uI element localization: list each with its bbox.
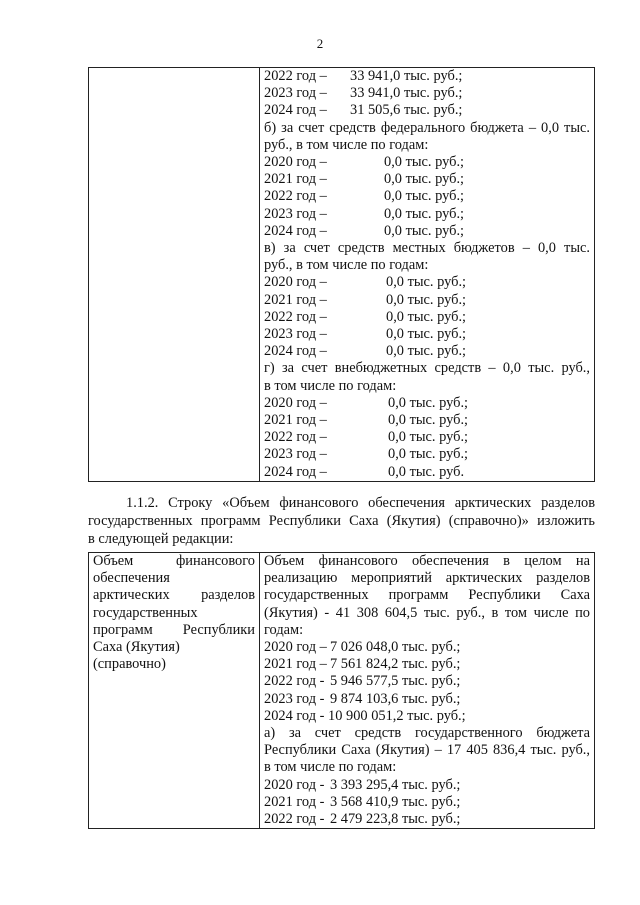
year-line: 2024 год – 0,0 тыс. руб.; xyxy=(264,343,467,360)
label-line: Саха (Якутия) xyxy=(93,639,180,656)
paragraph-line: государственных программ Республики Саха (Якутия) (справочно)» изложить xyxy=(88,513,595,529)
intro-line: Объем финансового обеспечения в целом на xyxy=(264,553,590,569)
year-line: 2021 год - 3 568 410,9 тыс. руб.; xyxy=(264,793,461,810)
intro-line: реализацию мероприятий арктических разделов xyxy=(264,570,590,587)
year-line: 2020 год – 7 026 048,0 тыс. руб.; xyxy=(264,639,461,656)
label-line: программ Республики xyxy=(93,621,255,638)
year-line: 2020 год – 0,0 тыс. руб.; xyxy=(264,154,465,171)
label-line: арктических разделов xyxy=(93,587,255,604)
year-line: 2020 год – 0,0 тыс. руб.; xyxy=(264,274,467,291)
state-budget-years xyxy=(264,777,590,829)
year-line: 2020 год - 3 393 295,4 тыс. руб.; xyxy=(264,776,461,793)
year-line: 2022 год – 33 941,0 тыс. руб.; xyxy=(264,68,463,84)
year-line: 2023 год – 33 941,0 тыс. руб.; xyxy=(264,85,463,102)
year-line: 2021 год – 0,0 тыс. руб.; xyxy=(264,291,467,308)
local-budget-years xyxy=(264,274,590,360)
year-line: 2021 год – 0,0 тыс. руб.; xyxy=(264,171,465,188)
extrabudgetary-heading: г) за счет внебюджетных средств – 0,0 тыс. руб., xyxy=(264,360,590,377)
federal-budget-years xyxy=(264,154,590,240)
federal-budget-heading: б) за счет средств федерального бюджета – 0,0 тыс. xyxy=(264,119,590,136)
year-line: 2024 год - 10 900 051,2 тыс. руб.; xyxy=(264,707,466,724)
paragraph-line: 1.1.2. Строку «Объем финансового обеспечения арктических разделов xyxy=(126,495,595,511)
intro-line: годам: xyxy=(264,621,304,638)
intro-line: (Якутия) - 41 308 604,5 тыс. руб., в том числе по xyxy=(264,604,590,621)
local-budget-heading: в) за счет средств местных бюджетов – 0,0 тыс. xyxy=(264,240,590,257)
year-line: 2023 год – 0,0 тыс. руб.; xyxy=(264,446,469,463)
year-line: 2023 год - 9 874 103,6 тыс. руб.; xyxy=(264,690,461,707)
year-line: 2022 год – 0,0 тыс. руб.; xyxy=(264,429,469,446)
year-line: 2023 год – 0,0 тыс. руб.; xyxy=(264,326,467,343)
table1-content-cell xyxy=(260,68,595,482)
paragraph-line: в следующей редакции: xyxy=(88,531,234,547)
label-line: государственных xyxy=(93,604,198,621)
year-line: 2021 год – 7 561 824,2 тыс. руб.; xyxy=(264,656,461,673)
arctic-funding-table xyxy=(88,552,595,829)
amendment-paragraph xyxy=(88,494,595,548)
state-budget-line: Республики Саха (Якутия) – 17 405 836,4 тыс. руб., xyxy=(264,742,590,759)
table2-content-cell xyxy=(260,553,595,829)
year-line: 2020 год – 0,0 тыс. руб.; xyxy=(264,394,469,411)
year-line: 2022 год - 5 946 577,5 тыс. руб.; xyxy=(264,673,461,690)
year-line: 2021 год – 0,0 тыс. руб.; xyxy=(264,412,469,429)
state-budget-line: в том числе по годам: xyxy=(264,759,397,776)
year-line: 2022 год - 2 479 223,8 тыс. руб.; xyxy=(264,811,461,828)
state-budget-years-tail xyxy=(264,68,590,120)
intro-line: государственных программ Республики Саха xyxy=(264,587,590,604)
year-line: 2022 год – 0,0 тыс. руб.; xyxy=(264,188,465,205)
extrabudgetary-years xyxy=(264,395,590,481)
table2-label-cell xyxy=(89,553,260,829)
state-budget-line: а) за счет средств государственного бюджета xyxy=(264,725,590,742)
total-years xyxy=(264,639,590,725)
page-number: 2 xyxy=(316,36,324,51)
label-line: обеспечения xyxy=(93,570,170,587)
label-line: Объем финансового xyxy=(93,553,255,569)
local-budget-heading-cont: руб., в том числе по годам: xyxy=(264,257,429,274)
label-line: (справочно) xyxy=(93,656,166,673)
year-line: 2024 год – 0,0 тыс. руб. xyxy=(264,463,465,480)
funding-table-continued xyxy=(88,67,595,482)
year-line: 2022 год – 0,0 тыс. руб.; xyxy=(264,308,467,325)
year-line: 2023 год – 0,0 тыс. руб.; xyxy=(264,205,465,222)
year-line: 2024 год – 0,0 тыс. руб.; xyxy=(264,222,465,239)
extrabudgetary-heading-cont: в том числе по годам: xyxy=(264,377,397,394)
year-line: 2024 год – 31 505,6 тыс. руб.; xyxy=(264,102,463,119)
federal-budget-heading-cont: руб., в том числе по годам: xyxy=(264,136,429,153)
table1-label-cell xyxy=(89,68,260,482)
